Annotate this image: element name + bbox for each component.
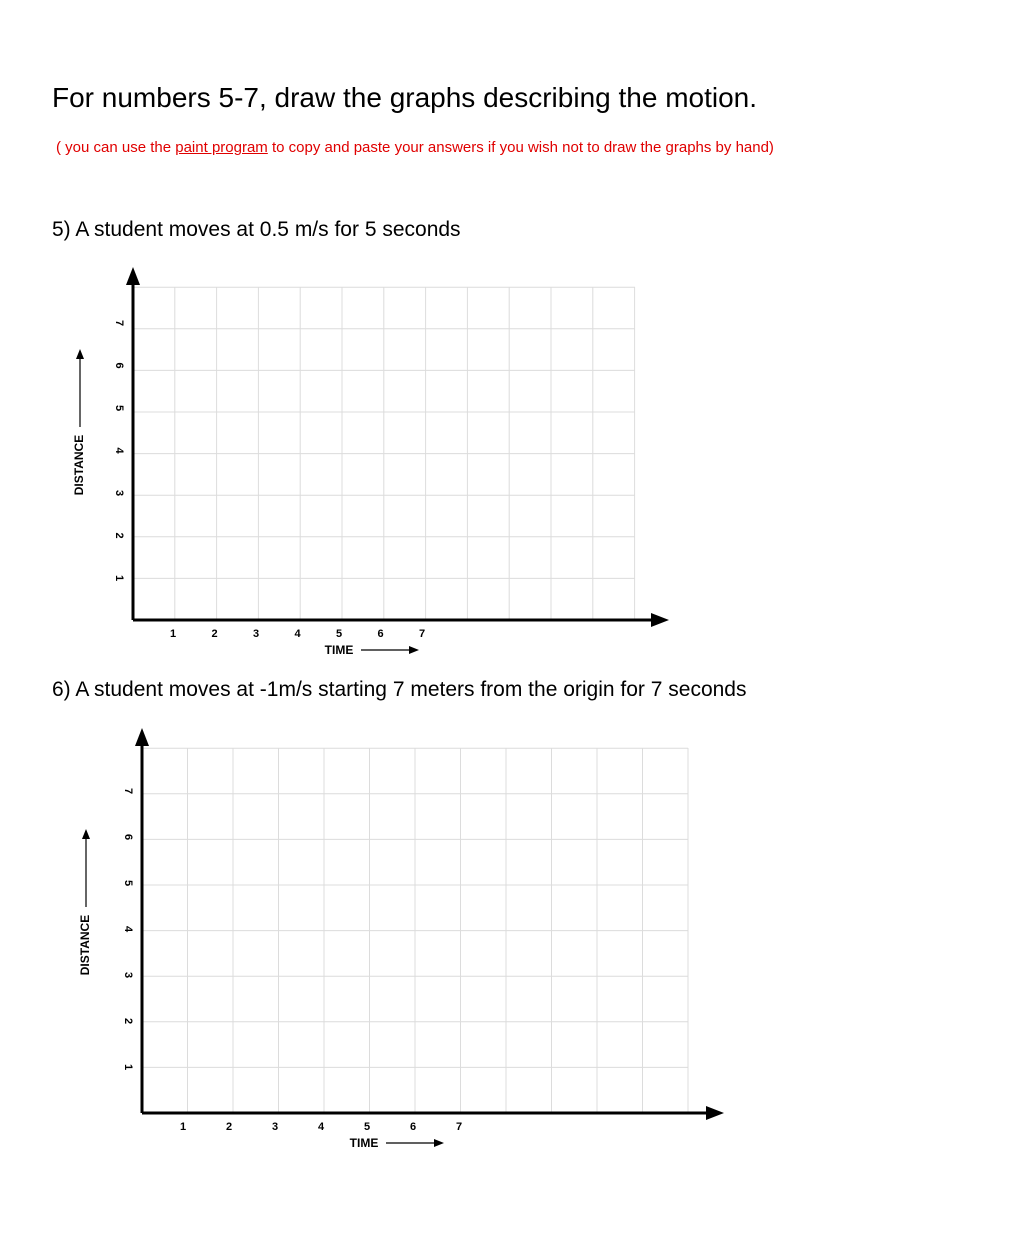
x-tick-label: 2 bbox=[211, 628, 218, 640]
y-tick-label: 7 bbox=[113, 319, 126, 327]
y-tick-label: 1 bbox=[113, 574, 126, 582]
x-axis-arrowhead bbox=[706, 1106, 724, 1120]
x-tick-label: 4 bbox=[294, 628, 301, 640]
x-axis-arrowhead bbox=[651, 613, 669, 627]
x-tick-label: 7 bbox=[418, 628, 426, 640]
y-axis-title: DISTANCE bbox=[78, 914, 93, 976]
y-tick-label: 2 bbox=[113, 532, 126, 539]
y-tick-label: 5 bbox=[113, 404, 126, 412]
y-tick-label: 3 bbox=[122, 971, 135, 979]
y-axis-arrowhead bbox=[126, 267, 140, 285]
y-tick-label: 7 bbox=[122, 787, 135, 795]
y-title-arrowhead bbox=[76, 349, 84, 359]
x-tick-label: 5 bbox=[335, 628, 343, 640]
paint-program-link[interactable]: paint program bbox=[175, 139, 268, 156]
graph-question-5 bbox=[0, 265, 700, 665]
y-title-arrowhead bbox=[82, 829, 90, 839]
y-tick-label: 6 bbox=[113, 362, 126, 369]
y-tick-label: 1 bbox=[122, 1063, 135, 1071]
y-tick-label: 5 bbox=[122, 879, 135, 887]
x-tick-label: 6 bbox=[409, 1121, 417, 1133]
y-tick-label: 4 bbox=[113, 447, 126, 454]
x-tick-label: 1 bbox=[179, 1121, 187, 1133]
y-axis-title: DISTANCE bbox=[72, 434, 87, 496]
graph-question-6 bbox=[0, 725, 740, 1155]
x-tick-label: 1 bbox=[169, 628, 177, 640]
x-tick-label: 4 bbox=[317, 1121, 325, 1133]
x-title-arrowhead bbox=[409, 646, 419, 654]
x-tick-label: 3 bbox=[252, 628, 260, 640]
instruction-note bbox=[56, 139, 774, 156]
x-tick-label: 7 bbox=[455, 1121, 463, 1133]
y-tick-label: 2 bbox=[122, 1017, 135, 1025]
page-heading: For numbers 5-7, draw the graphs describing the motion. bbox=[52, 82, 758, 113]
note-prefix: ( you can use the bbox=[56, 139, 176, 156]
x-tick-label: 2 bbox=[225, 1121, 233, 1133]
y-tick-label: 6 bbox=[122, 833, 135, 841]
x-tick-label: 5 bbox=[363, 1121, 371, 1133]
y-tick-label: 3 bbox=[113, 489, 126, 497]
question-6: 6) A student moves at -1m/s starting 7 meters from the origin for 7 seconds bbox=[52, 678, 747, 701]
x-title-arrowhead bbox=[434, 1139, 444, 1147]
y-axis-arrowhead bbox=[135, 728, 149, 746]
y-tick-label: 4 bbox=[122, 925, 135, 933]
x-axis-title: TIME bbox=[324, 643, 354, 657]
x-tick-label: 3 bbox=[271, 1121, 279, 1133]
question-5: 5) A student moves at 0.5 m/s for 5 seconds bbox=[52, 218, 461, 241]
note-suffix: to copy and paste your answers if you wish not to draw the graphs by hand) bbox=[267, 139, 774, 156]
x-tick-label: 6 bbox=[377, 628, 384, 640]
x-axis-title: TIME bbox=[349, 1136, 379, 1150]
